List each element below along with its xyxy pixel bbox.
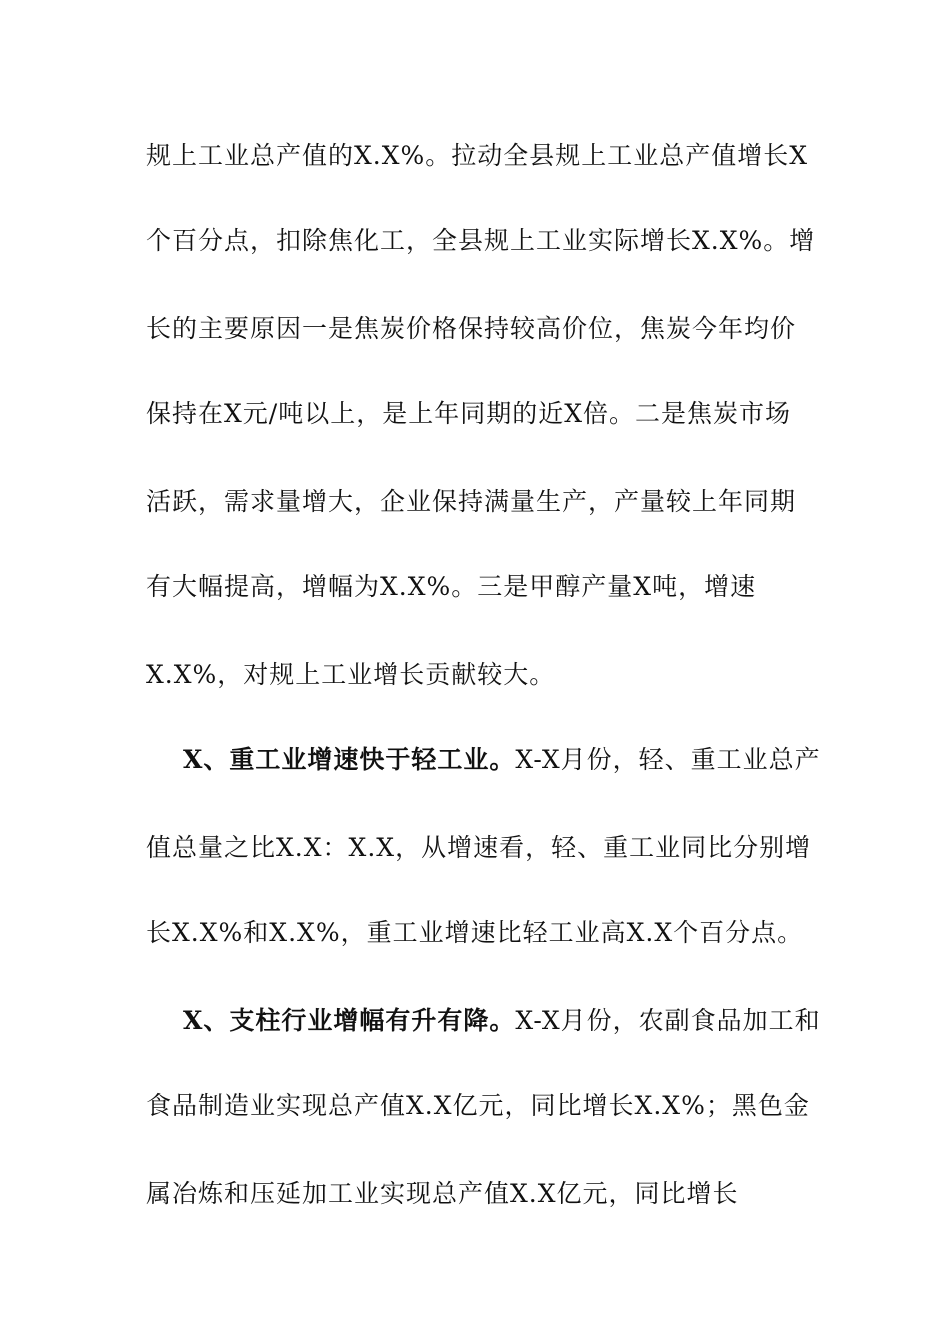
section-3-first-line [183,1004,821,1038]
section-2-text: X-X月份，轻、重工业总产 [515,745,821,774]
paragraph-line: 有大幅提高，增幅为X.X%。三是甲醇产量X吨，增速 [146,572,757,601]
paragraph-line: 规上工业总产值的X.X%。拉动全县规上工业总产值增长X [146,141,809,170]
paragraph-line: X.X%，对规上工业增长贡献较大。 [146,660,556,689]
paragraph-line: 值总量之比X.X：X.X，从增速看，轻、重工业同比分别增 [146,833,812,862]
paragraph-line: 属冶炼和压延加工业实现总产值X.X亿元，同比增长 [146,1179,739,1208]
paragraph-line: 食品制造业实现总产值X.X亿元，同比增长X.X%；黑色金 [146,1091,810,1120]
paragraph-line: 长X.X%和X.X%，重工业增速比轻工业高X.X个百分点。 [146,918,804,947]
paragraph-line: 活跃，需求量增大，企业保持满量生产，产量较上年同期 [146,487,797,516]
section-3-heading: X、支柱行业增幅有升有降。 [183,1006,516,1035]
paragraph-line: 长的主要原因一是焦炭价格保持较高价位，焦炭今年均价 [146,314,797,343]
section-2-heading: X、重工业增速快于轻工业。 [183,745,516,774]
paragraph-line: 保持在X元/吨以上，是上年同期的近X倍。二是焦炭市场 [146,399,792,428]
section-2-first-line [183,743,821,777]
paragraph-line: 个百分点，扣除焦化工，全县规上工业实际增长X.X%。增 [146,226,816,255]
section-3-text: X-X月份，农副食品加工和 [515,1006,821,1035]
